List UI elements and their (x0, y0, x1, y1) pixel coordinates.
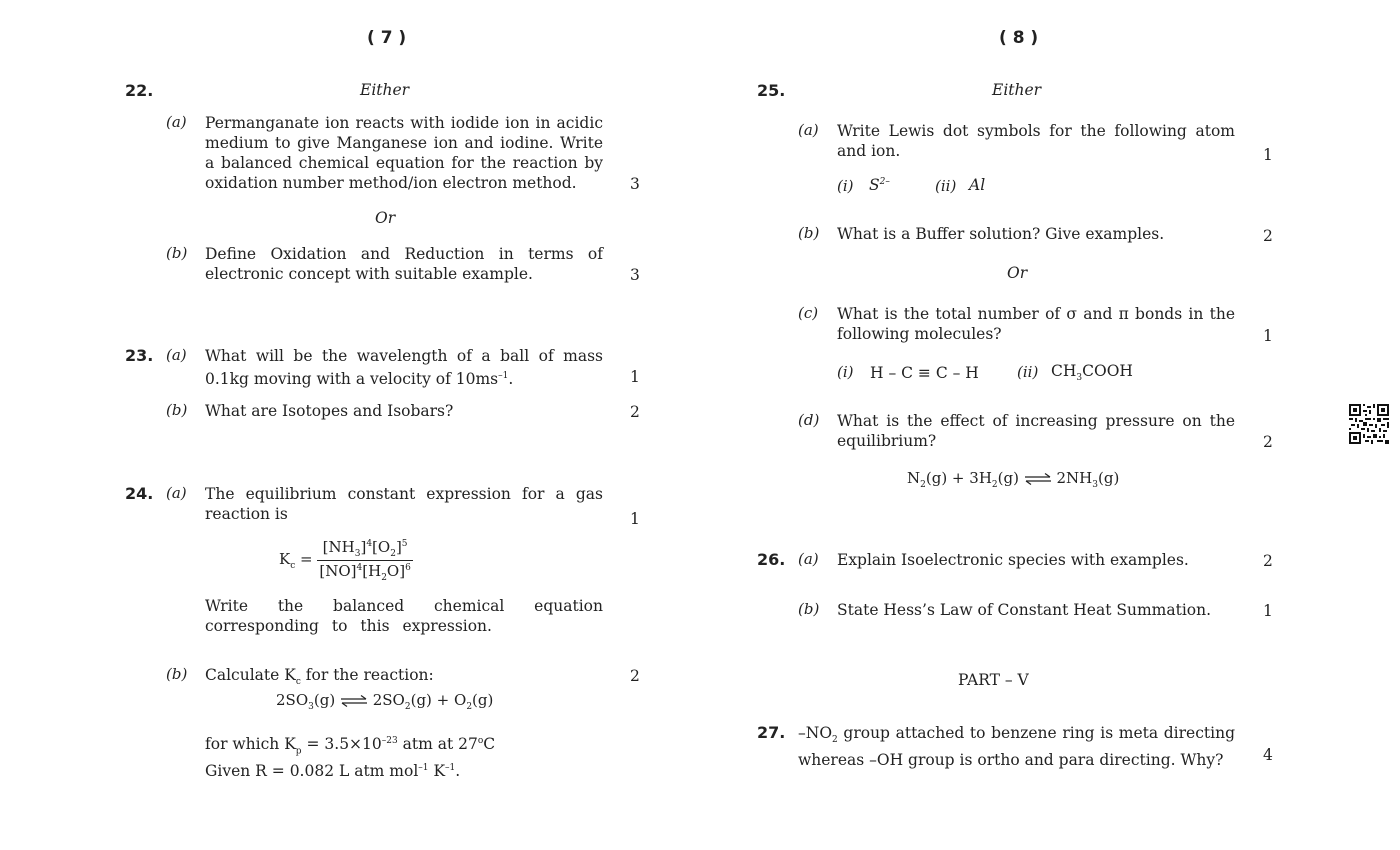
q25-d-text: What is the effect of increasing pressure on the equilibrium? (837, 412, 1235, 450)
q26-b-marks: 1 (1263, 602, 1273, 620)
q22-a-text: Permanganate ion reacts with iodide ion in acidic medium to give Manganese ion and iodine. Write a balanced chemical equation for the reaction by oxidation number method/ion electron method. (205, 114, 603, 192)
q25-c-ii-text: $CH_3COOH$ (1051, 362, 1133, 384)
question-number-23: 23. (125, 346, 154, 365)
q25-d-label: (d) (798, 411, 820, 429)
q25-a-ii-text: Al (969, 176, 986, 194)
q25-a-marks: 1 (1263, 146, 1273, 164)
q25-c-i-label: (i) (837, 363, 854, 381)
either-label-25: Either (992, 81, 1042, 99)
question-number-22: 22. (125, 81, 154, 100)
q25-c-label: (c) (798, 304, 819, 322)
q26-b-label: (b) (798, 600, 820, 618)
kc-expression: $K_c$ = $\frac{[NH_3]^4[O_2]^5}{[NO]^4[H_2O]^6}$ (279, 538, 411, 583)
q25-b-marks: 2 (1263, 227, 1273, 245)
q24-b-text: Calculate $K_c$ for the reaction: (205, 666, 434, 688)
n2-equation: $N_2(g) + 3H_2(g)$ $2NH_3(g)$ (907, 469, 1120, 490)
or-label-25: Or (1007, 264, 1028, 282)
r-line: Given R = 0.082 L atm mol$^{-1}$ $K^{-1}$. (205, 762, 461, 781)
q23-a-marks: 1 (630, 368, 640, 386)
q22-b-label: (b) (166, 244, 188, 262)
question-number-25: 25. (757, 81, 786, 100)
kc-fraction: $\frac{[NH_3]^4[O_2]^5}{[NO]^4[H_2O]^6}$ (319, 538, 411, 583)
q25-a-text: Write Lewis dot symbols for the following atom and ion. (837, 122, 1235, 160)
q25-a-label: (a) (798, 121, 819, 139)
question-number-27: 27. (757, 723, 786, 742)
q25-c-i-text: H – C ≡ C – H (870, 364, 979, 382)
equilibrium-arrow-icon (1024, 473, 1052, 485)
or-label-22: Or (375, 209, 396, 227)
q25-c-marks: 1 (1263, 327, 1273, 345)
q24-b-marks: 2 (630, 667, 640, 685)
q26-a-label: (a) (798, 550, 819, 568)
q24-b-label: (b) (166, 665, 188, 683)
q23-b-marks: 2 (630, 403, 640, 421)
q25-c-text: What is the total number of σ and π bonds in the following molecules? (837, 305, 1235, 343)
q24-a-text: The equilibrium constant expression for a gas reaction is (205, 485, 603, 523)
kp-line: for which $K_p = 3.5\times 10^{-23}$ atm at 27$^o$C (205, 735, 496, 757)
q26-a-text: Explain Isoelectronic species with examples. (837, 551, 1189, 569)
either-label-22: Either (360, 81, 410, 99)
q25-a-ii-label: (ii) (935, 177, 957, 195)
page-number-left: ( 7 ) (367, 28, 407, 48)
q22-a-marks: 3 (630, 175, 640, 193)
q27-marks: 4 (1263, 746, 1273, 764)
q23-b-label: (b) (166, 401, 188, 419)
q25-b-label: (b) (798, 224, 820, 242)
question-number-26: 26. (757, 550, 786, 569)
qr-code-icon (1349, 404, 1389, 444)
q23-a-text: What will be the wavelength of a ball of mass 0.1kg moving with a velocity of $10ms^{-1}$. (205, 347, 603, 389)
q24-a-text-2: Write the balanced chemical equation corresponding to this expression. (205, 597, 603, 635)
q26-a-marks: 2 (1263, 552, 1273, 570)
page-number-right: ( 8 ) (999, 28, 1039, 48)
q24-a-marks: 1 (630, 510, 640, 528)
q22-a-label: (a) (166, 113, 187, 131)
q25-a-i-label: (i) (837, 177, 854, 195)
equilibrium-arrow-icon (340, 695, 368, 707)
q23-b-text: What are Isotopes and Isobars? (205, 402, 454, 420)
q22-b-marks: 3 (630, 266, 640, 284)
question-number-24: 24. (125, 484, 154, 503)
q26-b-text: State Hess’s Law of Constant Heat Summation. (837, 601, 1212, 619)
part-heading: PART – V (958, 671, 1029, 689)
q24-a-label: (a) (166, 484, 187, 502)
q25-c-ii-label: (ii) (1017, 363, 1039, 381)
q25-d-marks: 2 (1263, 433, 1273, 451)
q27-text: $-NO_2$ group attached to benzene ring is meta directing whereas –OH group is ortho and para directing. Why? (798, 724, 1235, 770)
so3-equation: $2SO_3(g) 2SO_2(g) + O_2(g)$ (276, 691, 494, 712)
q23-a-label: (a) (166, 346, 187, 364)
q25-b-text: What is a Buffer solution? Give examples. (837, 225, 1165, 243)
q25-a-i-text: $S^{2-}$ (869, 176, 890, 194)
q22-b-text: Define Oxidation and Reduction in terms of electronic concept with suitable example. (205, 245, 603, 283)
